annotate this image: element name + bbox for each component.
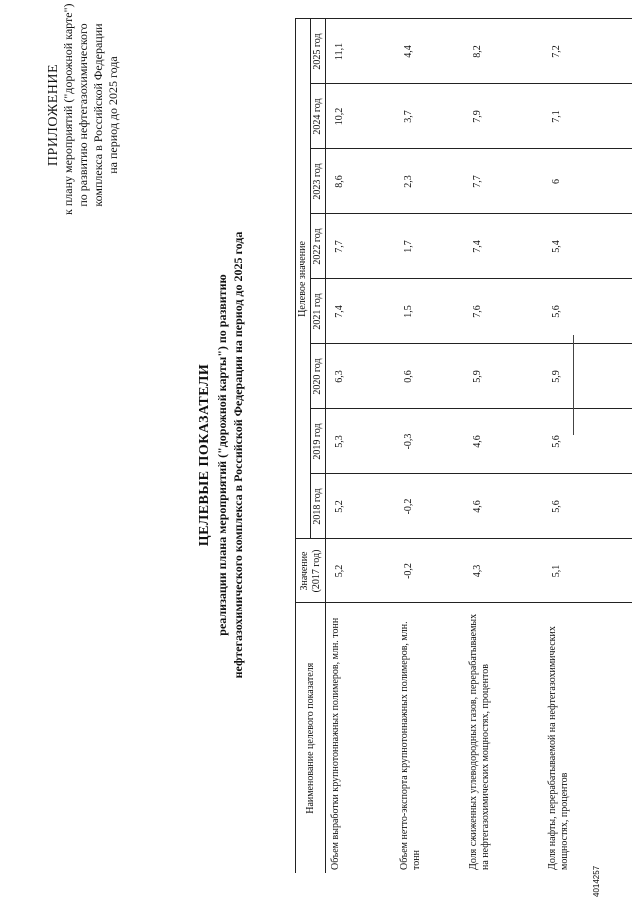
- header-target-group: Целевое значение: [296, 19, 311, 539]
- target-value-cell: 10,2: [326, 84, 396, 149]
- header-year: 2022 год: [311, 214, 326, 279]
- target-value-cell: 5,6: [543, 474, 632, 539]
- target-value-cell: 7,7: [326, 214, 396, 279]
- document-code: 4014257: [592, 865, 601, 897]
- table-row: [326, 19, 396, 873]
- target-value-cell: 5,3: [326, 409, 396, 474]
- indicator-name: Доля сжиженных углеводородных газов, перерабатываемых на нефтегазохимических мощностях, процентов: [464, 603, 543, 873]
- document-title: ЦЕЛЕВЫЕ ПОКАЗАТЕЛИ: [197, 363, 212, 547]
- base-value-cell: 5,1: [543, 539, 632, 603]
- target-value-cell: 11,1: [326, 19, 396, 84]
- target-value-cell: -0,2: [395, 474, 464, 539]
- document-title-block: [196, 175, 246, 735]
- target-value-cell: 7,2: [543, 19, 632, 84]
- appendix-line: комплекса в Российской Федерации: [91, 23, 105, 207]
- target-value-cell: 7,1: [543, 84, 632, 149]
- header-base-value: Значение (2017 год): [296, 539, 326, 603]
- target-value-cell: 5,9: [464, 344, 543, 409]
- document-subtitle-line-1: реализации плана мероприятий ("дорожной карты") по развитию: [215, 274, 229, 636]
- header-year: 2018 год: [311, 474, 326, 539]
- target-indicators-table: [295, 18, 632, 873]
- appendix-line: к плану мероприятий ("дорожной карте"): [61, 3, 75, 215]
- target-value-cell: 4,4: [395, 19, 464, 84]
- header-year: 2024 год: [311, 84, 326, 149]
- header-year: 2020 год: [311, 344, 326, 409]
- target-value-cell: 7,4: [326, 279, 396, 344]
- target-value-cell: 5,4: [543, 214, 632, 279]
- target-value-cell: 8,2: [464, 19, 543, 84]
- header-year: 2021 год: [311, 279, 326, 344]
- header-indicator-name: Наименование целевого показателя: [296, 603, 326, 873]
- base-value-cell: 4,3: [464, 539, 543, 603]
- appendix-heading: ПРИЛОЖЕНИЕ: [46, 63, 61, 167]
- table-row: [464, 19, 543, 873]
- appendix-line: на период до 2025 года: [106, 56, 120, 174]
- header-year: 2023 год: [311, 149, 326, 214]
- target-value-cell: 7,6: [464, 279, 543, 344]
- target-value-cell: 5,2: [326, 474, 396, 539]
- target-value-cell: 7,7: [464, 149, 543, 214]
- appendix-note: [46, 3, 121, 215]
- target-value-cell: 1,7: [395, 214, 464, 279]
- base-value-cell: -0,2: [395, 539, 464, 603]
- document-subtitle-line-2: нефтегазохимического комплекса в Российской Федерации на период до 2025 года: [231, 231, 245, 679]
- header-year: 2019 год: [311, 409, 326, 474]
- target-value-cell: 2,3: [395, 149, 464, 214]
- target-value-cell: 7,9: [464, 84, 543, 149]
- header-year: 2025 год: [311, 19, 326, 84]
- target-value-cell: 6: [543, 149, 632, 214]
- target-value-cell: 5,6: [543, 409, 632, 474]
- target-value-cell: 7,4: [464, 214, 543, 279]
- target-value-cell: 0,6: [395, 344, 464, 409]
- target-value-cell: 4,6: [464, 474, 543, 539]
- target-value-cell: 5,9: [543, 344, 632, 409]
- target-value-cell: 6,3: [326, 344, 396, 409]
- indicator-name: Доля нафты, перерабатываемой на нефтегазохимических мощностях, процентов: [543, 603, 632, 873]
- base-value-cell: 5,2: [326, 539, 396, 603]
- end-rule: [573, 335, 574, 435]
- target-value-cell: 3,7: [395, 84, 464, 149]
- target-value-cell: 8,6: [326, 149, 396, 214]
- table-row: [543, 19, 632, 873]
- target-value-cell: 4,6: [464, 409, 543, 474]
- target-value-cell: 5,6: [543, 279, 632, 344]
- target-value-cell: -0,3: [395, 409, 464, 474]
- indicator-name: Объем выработки крупнотоннажных полимеров, млн. тонн: [326, 603, 396, 873]
- table-row: [395, 19, 464, 873]
- appendix-line: по развитию нефтегазохимического: [76, 23, 90, 207]
- indicator-name: Объем нетто-экспорта крупнотоннажных полимеров, млн. тонн: [395, 603, 464, 873]
- target-value-cell: 1,5: [395, 279, 464, 344]
